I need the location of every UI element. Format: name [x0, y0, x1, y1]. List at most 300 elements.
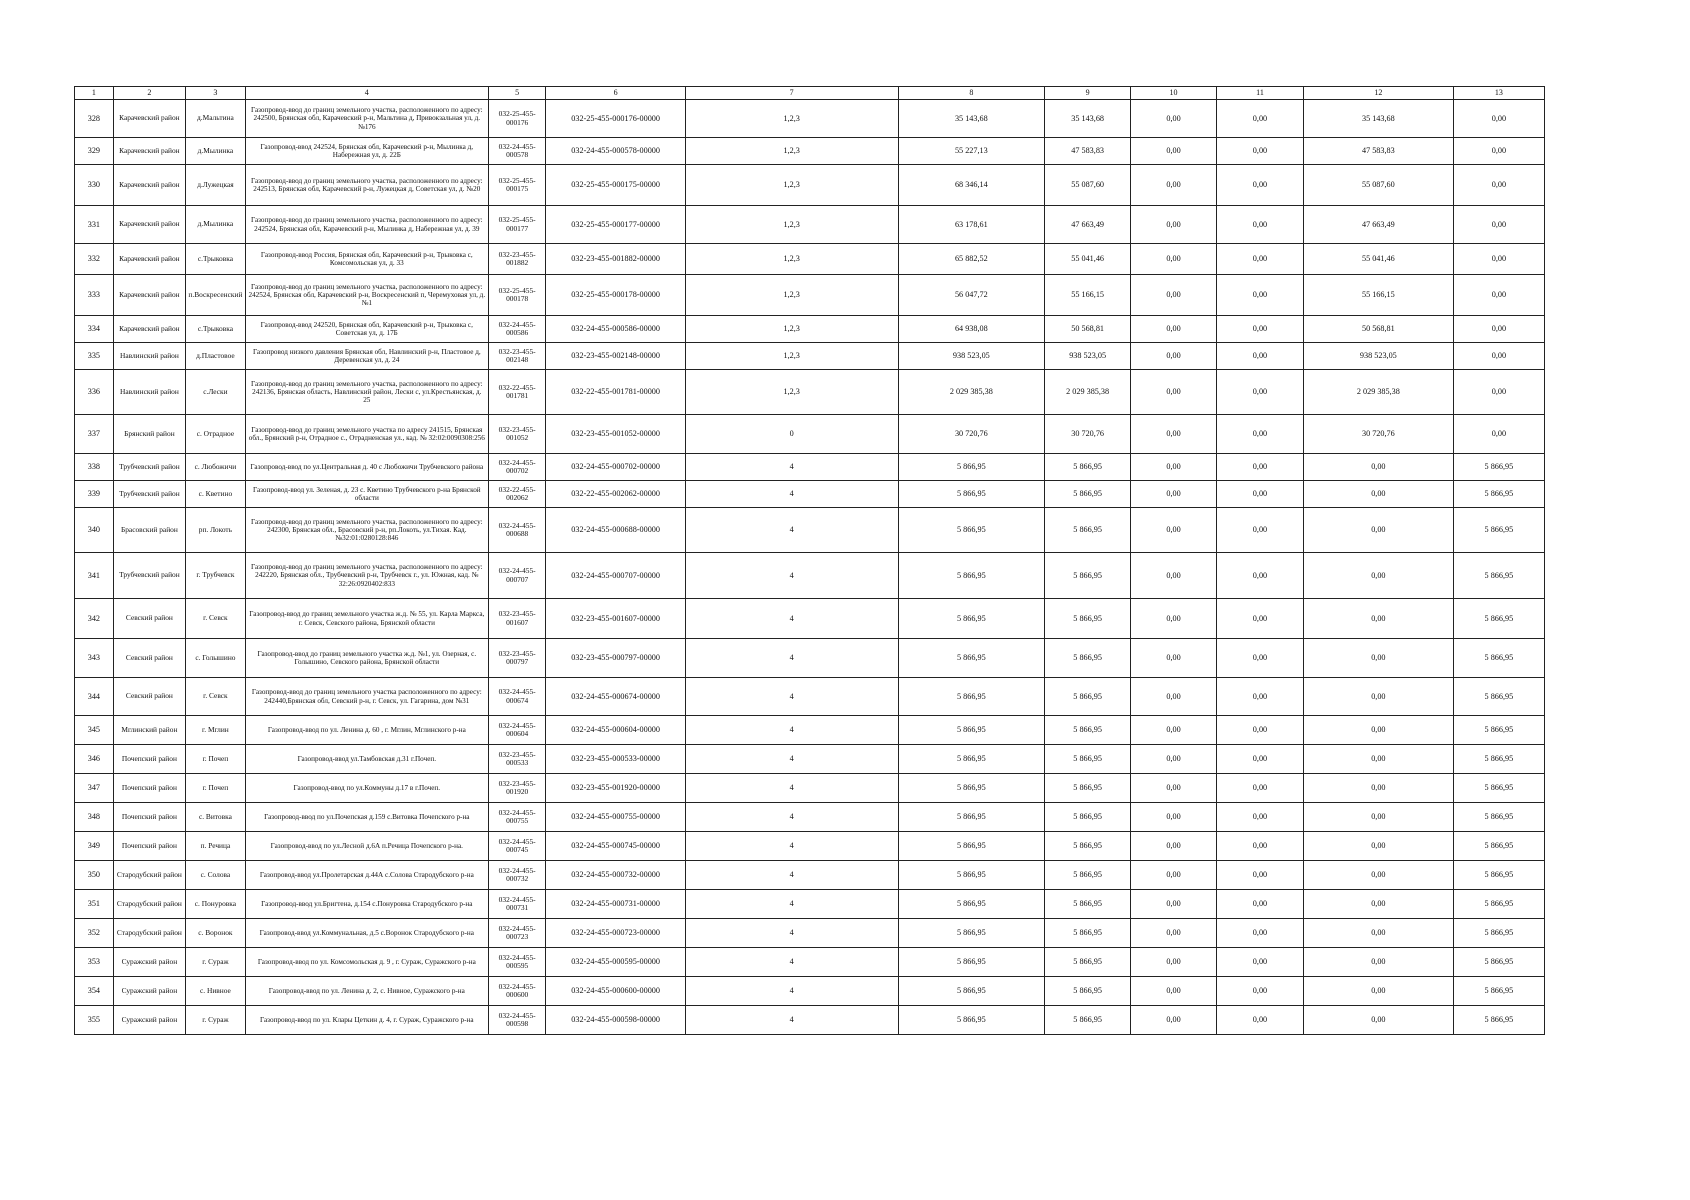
- column-9-cell: 5 866,95: [1045, 861, 1131, 890]
- column-7-cell: 1,2,3: [685, 206, 898, 244]
- row-number-cell: 349: [75, 832, 114, 861]
- district-cell: Карачевский район: [113, 138, 185, 165]
- column-10-cell: 0,00: [1131, 745, 1217, 774]
- settlement-cell: с.Трыковка: [186, 316, 246, 343]
- object-id-cell: 032-24-455-000595-00000: [546, 948, 685, 977]
- row-number-cell: 331: [75, 206, 114, 244]
- settlement-cell: г. Трубчевск: [186, 553, 246, 599]
- object-code-cell: 032-24-455-000755: [488, 803, 546, 832]
- row-number-cell: 343: [75, 639, 114, 678]
- row-number-cell: 338: [75, 454, 114, 481]
- object-code-cell: 032-24-455-000586: [488, 316, 546, 343]
- column-10-cell: 0,00: [1131, 890, 1217, 919]
- column-number: 5: [488, 87, 546, 100]
- column-8-cell: 5 866,95: [898, 948, 1045, 977]
- column-7-cell: 4: [685, 919, 898, 948]
- column-11-cell: 0,00: [1216, 206, 1303, 244]
- district-cell: Карачевский район: [113, 206, 185, 244]
- column-10-cell: 0,00: [1131, 716, 1217, 745]
- object-id-cell: 032-23-455-001882-00000: [546, 244, 685, 275]
- column-13-cell: 5 866,95: [1453, 948, 1544, 977]
- column-12-cell: 0,00: [1303, 803, 1453, 832]
- object-code-cell: 032-23-455-002148: [488, 343, 546, 370]
- settlement-cell: с. Солова: [186, 861, 246, 890]
- settlement-cell: г. Почеп: [186, 774, 246, 803]
- object-id-cell: 032-23-455-002148-00000: [546, 343, 685, 370]
- column-10-cell: 0,00: [1131, 832, 1217, 861]
- column-7-cell: 4: [685, 745, 898, 774]
- district-cell: Трубчевский район: [113, 553, 185, 599]
- object-description-cell: Газопровод-ввод до границ земельного участка, расположенного по адресу: 242136, Брянская область, Навлинский район, Лески с, ул.Крестьянская, д. 25: [245, 370, 488, 415]
- column-7-cell: 1,2,3: [685, 275, 898, 316]
- row-number-cell: 333: [75, 275, 114, 316]
- object-description-cell: Газопровод-ввод Россия, Брянская обл, Карачевский р-н, Трыковка с, Комсомольская ул, д. 33: [245, 244, 488, 275]
- column-13-cell: 5 866,95: [1453, 803, 1544, 832]
- column-12-cell: 0,00: [1303, 639, 1453, 678]
- column-11-cell: 0,00: [1216, 370, 1303, 415]
- row-number-cell: 330: [75, 165, 114, 206]
- settlement-cell: г. Сураж: [186, 1006, 246, 1035]
- column-number: 4: [245, 87, 488, 100]
- table-row: [75, 890, 1545, 919]
- object-id-cell: 032-23-455-001052-00000: [546, 415, 685, 454]
- column-12-cell: 0,00: [1303, 553, 1453, 599]
- object-code-cell: 032-24-455-000604: [488, 716, 546, 745]
- column-10-cell: 0,00: [1131, 774, 1217, 803]
- column-12-cell: 0,00: [1303, 977, 1453, 1006]
- column-13-cell: 5 866,95: [1453, 745, 1544, 774]
- object-description-cell: Газопровод-ввод до границ земельного участка по адресу 241515, Брянская обл., Брянский р-н, Отрадное с., Отрадненская ул., кад. № 32:02:0090308:256: [245, 415, 488, 454]
- column-9-cell: 47 663,49: [1045, 206, 1131, 244]
- object-code-cell: 032-24-455-000578: [488, 138, 546, 165]
- object-id-cell: 032-23-455-000797-00000: [546, 639, 685, 678]
- column-8-cell: 5 866,95: [898, 599, 1045, 639]
- district-cell: Почепский район: [113, 803, 185, 832]
- column-8-cell: 5 866,95: [898, 803, 1045, 832]
- row-number-cell: 337: [75, 415, 114, 454]
- object-code-cell: 032-23-455-001052: [488, 415, 546, 454]
- object-code-cell: 032-23-455-000533: [488, 745, 546, 774]
- object-code-cell: 032-24-455-000688: [488, 508, 546, 553]
- column-13-cell: 5 866,95: [1453, 599, 1544, 639]
- column-7-cell: 1,2,3: [685, 370, 898, 415]
- column-7-cell: 4: [685, 454, 898, 481]
- settlement-cell: с. Любожичи: [186, 454, 246, 481]
- object-description-cell: Газопровод-ввод до границ земельного участка, расположенного по адресу: 242524, Брянская обл, Карачевский р-н, Мылинка д, Набережная ул, д. 39: [245, 206, 488, 244]
- column-8-cell: 5 866,95: [898, 861, 1045, 890]
- row-number-cell: 351: [75, 890, 114, 919]
- column-11-cell: 0,00: [1216, 599, 1303, 639]
- column-12-cell: 55 041,46: [1303, 244, 1453, 275]
- table-row: [75, 415, 1545, 454]
- table-row: [75, 206, 1545, 244]
- column-10-cell: 0,00: [1131, 599, 1217, 639]
- column-11-cell: 0,00: [1216, 553, 1303, 599]
- object-id-cell: 032-24-455-000688-00000: [546, 508, 685, 553]
- district-cell: Брянский район: [113, 415, 185, 454]
- column-13-cell: 5 866,95: [1453, 832, 1544, 861]
- row-number-cell: 329: [75, 138, 114, 165]
- column-8-cell: 5 866,95: [898, 774, 1045, 803]
- column-11-cell: 0,00: [1216, 275, 1303, 316]
- table-row: [75, 454, 1545, 481]
- column-11-cell: 0,00: [1216, 415, 1303, 454]
- settlement-cell: с. Отрадное: [186, 415, 246, 454]
- table-row: [75, 774, 1545, 803]
- row-number-cell: 332: [75, 244, 114, 275]
- object-description-cell: Газопровод-ввод по ул. Ленина д. 2, с. Нивное, Суражского р-на: [245, 977, 488, 1006]
- column-13-cell: 5 866,95: [1453, 919, 1544, 948]
- table-row: [75, 553, 1545, 599]
- settlement-cell: п.Воскресенский: [186, 275, 246, 316]
- column-12-cell: 50 568,81: [1303, 316, 1453, 343]
- column-13-cell: 5 866,95: [1453, 861, 1544, 890]
- object-code-cell: 032-25-455-000177: [488, 206, 546, 244]
- object-id-cell: 032-24-455-000600-00000: [546, 977, 685, 1006]
- column-10-cell: 0,00: [1131, 678, 1217, 716]
- object-id-cell: 032-22-455-002062-00000: [546, 481, 685, 508]
- column-13-cell: 5 866,95: [1453, 890, 1544, 919]
- table-row: [75, 1006, 1545, 1035]
- column-9-cell: 5 866,95: [1045, 553, 1131, 599]
- object-code-cell: 032-24-455-000674: [488, 678, 546, 716]
- register-table-body: [75, 87, 1545, 1035]
- settlement-cell: д.Мылинка: [186, 206, 246, 244]
- column-12-cell: 35 143,68: [1303, 100, 1453, 138]
- object-code-cell: 032-22-455-002062: [488, 481, 546, 508]
- column-9-cell: 5 866,95: [1045, 639, 1131, 678]
- column-10-cell: 0,00: [1131, 861, 1217, 890]
- column-13-cell: 0,00: [1453, 370, 1544, 415]
- column-13-cell: 5 866,95: [1453, 1006, 1544, 1035]
- object-id-cell: 032-25-455-000177-00000: [546, 206, 685, 244]
- table-row: [75, 745, 1545, 774]
- settlement-cell: г. Севск: [186, 678, 246, 716]
- column-9-cell: 5 866,95: [1045, 716, 1131, 745]
- district-cell: Суражский район: [113, 1006, 185, 1035]
- object-code-cell: 032-23-455-001882: [488, 244, 546, 275]
- settlement-cell: п. Речица: [186, 832, 246, 861]
- column-number: 1: [75, 87, 114, 100]
- column-13-cell: 5 866,95: [1453, 678, 1544, 716]
- column-8-cell: 68 346,14: [898, 165, 1045, 206]
- column-8-cell: 55 227,13: [898, 138, 1045, 165]
- column-8-cell: 5 866,95: [898, 745, 1045, 774]
- object-description-cell: Газопровод-ввод 242520, Брянская обл, Карачевский р-н, Трыковка с, Советская ул, д. 17Б: [245, 316, 488, 343]
- district-cell: Мглинский район: [113, 716, 185, 745]
- object-description-cell: Газопровод-ввод до границ земельного участка ж.д. №1, ул. Озерная, с. Голышино, Севского района, Брянской области: [245, 639, 488, 678]
- object-description-cell: Газопровод-ввод 242524, Брянская обл, Карачевский р-н, Мылинка д, Набережная ул, д. 22Б: [245, 138, 488, 165]
- district-cell: Карачевский район: [113, 244, 185, 275]
- object-code-cell: 032-24-455-000723: [488, 919, 546, 948]
- column-8-cell: 5 866,95: [898, 890, 1045, 919]
- object-code-cell: 032-24-455-000732: [488, 861, 546, 890]
- column-9-cell: 5 866,95: [1045, 919, 1131, 948]
- column-13-cell: 5 866,95: [1453, 553, 1544, 599]
- object-id-cell: 032-24-455-000598-00000: [546, 1006, 685, 1035]
- settlement-cell: с. Нивное: [186, 977, 246, 1006]
- object-description-cell: Газопровод-ввод ул.Тамбовская д.31 г.Почеп.: [245, 745, 488, 774]
- object-code-cell: 032-22-455-001781: [488, 370, 546, 415]
- table-row: [75, 244, 1545, 275]
- table-row: [75, 977, 1545, 1006]
- row-number-cell: 347: [75, 774, 114, 803]
- column-8-cell: 5 866,95: [898, 481, 1045, 508]
- column-8-cell: 5 866,95: [898, 1006, 1045, 1035]
- object-description-cell: Газопровод-ввод ул.Пролетарская д.44А с.Солова Стародубского р-на: [245, 861, 488, 890]
- column-7-cell: 4: [685, 832, 898, 861]
- column-11-cell: 0,00: [1216, 165, 1303, 206]
- table-row: [75, 138, 1545, 165]
- column-11-cell: 0,00: [1216, 774, 1303, 803]
- district-cell: Севский район: [113, 639, 185, 678]
- column-10-cell: 0,00: [1131, 508, 1217, 553]
- column-9-cell: 50 568,81: [1045, 316, 1131, 343]
- object-description-cell: Газопровод низкого давления Брянская обл, Навлинский р-н, Пластовое д, Деревенская ул, д. 24: [245, 343, 488, 370]
- column-9-cell: 55 166,15: [1045, 275, 1131, 316]
- row-number-cell: 328: [75, 100, 114, 138]
- column-7-cell: 1,2,3: [685, 100, 898, 138]
- column-10-cell: 0,00: [1131, 138, 1217, 165]
- column-11-cell: 0,00: [1216, 100, 1303, 138]
- object-id-cell: 032-24-455-000578-00000: [546, 138, 685, 165]
- column-13-cell: 5 866,95: [1453, 774, 1544, 803]
- object-code-cell: 032-24-455-000745: [488, 832, 546, 861]
- column-12-cell: 0,00: [1303, 481, 1453, 508]
- district-cell: Стародубский район: [113, 890, 185, 919]
- object-code-cell: 032-24-455-000598: [488, 1006, 546, 1035]
- settlement-cell: рп. Локоть: [186, 508, 246, 553]
- column-10-cell: 0,00: [1131, 977, 1217, 1006]
- column-7-cell: 1,2,3: [685, 316, 898, 343]
- object-id-cell: 032-22-455-001781-00000: [546, 370, 685, 415]
- column-13-cell: 5 866,95: [1453, 454, 1544, 481]
- column-12-cell: 0,00: [1303, 678, 1453, 716]
- column-number: 13: [1453, 87, 1544, 100]
- settlement-cell: д.Пластовое: [186, 343, 246, 370]
- row-number-cell: 353: [75, 948, 114, 977]
- column-9-cell: 55 041,46: [1045, 244, 1131, 275]
- object-code-cell: 032-24-455-000702: [488, 454, 546, 481]
- column-8-cell: 5 866,95: [898, 454, 1045, 481]
- column-number: 12: [1303, 87, 1453, 100]
- object-code-cell: 032-24-455-000595: [488, 948, 546, 977]
- row-number-cell: 350: [75, 861, 114, 890]
- column-13-cell: 5 866,95: [1453, 639, 1544, 678]
- column-8-cell: 938 523,05: [898, 343, 1045, 370]
- column-number: 6: [546, 87, 685, 100]
- column-number: 2: [113, 87, 185, 100]
- column-9-cell: 5 866,95: [1045, 1006, 1131, 1035]
- column-12-cell: 0,00: [1303, 919, 1453, 948]
- column-11-cell: 0,00: [1216, 508, 1303, 553]
- district-cell: Почепский район: [113, 774, 185, 803]
- column-12-cell: 47 663,49: [1303, 206, 1453, 244]
- settlement-cell: с. Воронок: [186, 919, 246, 948]
- object-code-cell: 032-25-455-000175: [488, 165, 546, 206]
- column-9-cell: 2 029 385,38: [1045, 370, 1131, 415]
- column-9-cell: 47 583,83: [1045, 138, 1131, 165]
- table-row: [75, 716, 1545, 745]
- object-description-cell: Газопровод-ввод до границ земельного участка, расположенного по адресу: 242513, Брянская обл, Карачевский р-н, Лужецкая д, Советская ул, д. №20: [245, 165, 488, 206]
- column-11-cell: 0,00: [1216, 244, 1303, 275]
- column-8-cell: 65 882,52: [898, 244, 1045, 275]
- column-number: 9: [1045, 87, 1131, 100]
- column-13-cell: 5 866,95: [1453, 977, 1544, 1006]
- column-11-cell: 0,00: [1216, 316, 1303, 343]
- object-description-cell: Газопровод-ввод ул.Бригтена, д.154 с.Понуровка Стародубского р-на: [245, 890, 488, 919]
- row-number-cell: 336: [75, 370, 114, 415]
- column-13-cell: 5 866,95: [1453, 508, 1544, 553]
- object-id-cell: 032-23-455-000533-00000: [546, 745, 685, 774]
- row-number-cell: 340: [75, 508, 114, 553]
- column-9-cell: 938 523,05: [1045, 343, 1131, 370]
- column-9-cell: 30 720,76: [1045, 415, 1131, 454]
- row-number-cell: 341: [75, 553, 114, 599]
- column-13-cell: 0,00: [1453, 275, 1544, 316]
- object-description-cell: Газопровод-ввод до границ земельного участка, расположенного по адресу: 242524, Брянская обл, Карачевский р-н, Воскресенский п, Черемуховая ул, д. №1: [245, 275, 488, 316]
- settlement-cell: с. Кветино: [186, 481, 246, 508]
- district-cell: Трубчевский район: [113, 454, 185, 481]
- object-id-cell: 032-24-455-000674-00000: [546, 678, 685, 716]
- column-7-cell: 1,2,3: [685, 244, 898, 275]
- settlement-cell: д.Лужецкая: [186, 165, 246, 206]
- column-9-cell: 5 866,95: [1045, 803, 1131, 832]
- column-9-cell: 5 866,95: [1045, 832, 1131, 861]
- district-cell: Карачевский район: [113, 316, 185, 343]
- object-description-cell: Газопровод-ввод по ул. Комсомольская д. 9 , г. Сураж, Суражского р-на: [245, 948, 488, 977]
- column-12-cell: 0,00: [1303, 454, 1453, 481]
- object-code-cell: 032-25-455-000176: [488, 100, 546, 138]
- table-row: [75, 832, 1545, 861]
- settlement-cell: с.Трыковка: [186, 244, 246, 275]
- column-9-cell: 5 866,95: [1045, 481, 1131, 508]
- column-10-cell: 0,00: [1131, 100, 1217, 138]
- object-description-cell: Газопровод-ввод до границ земельного участка, расположенного по адресу: 242220, Брянская обл., Трубчевский р-н, Трубчевск г., ул. Южная, кад. № 32:26:0920402:833: [245, 553, 488, 599]
- column-8-cell: 5 866,95: [898, 919, 1045, 948]
- column-10-cell: 0,00: [1131, 415, 1217, 454]
- table-row: [75, 861, 1545, 890]
- object-code-cell: 032-24-455-000731: [488, 890, 546, 919]
- row-number-cell: 334: [75, 316, 114, 343]
- district-cell: Стародубский район: [113, 861, 185, 890]
- column-11-cell: 0,00: [1216, 716, 1303, 745]
- settlement-cell: д.Мылинка: [186, 138, 246, 165]
- column-7-cell: 4: [685, 890, 898, 919]
- row-number-cell: 339: [75, 481, 114, 508]
- column-10-cell: 0,00: [1131, 803, 1217, 832]
- column-11-cell: 0,00: [1216, 803, 1303, 832]
- column-9-cell: 35 143,68: [1045, 100, 1131, 138]
- column-12-cell: 0,00: [1303, 948, 1453, 977]
- column-13-cell: 0,00: [1453, 244, 1544, 275]
- column-12-cell: 0,00: [1303, 508, 1453, 553]
- object-code-cell: 032-24-455-000707: [488, 553, 546, 599]
- object-id-cell: 032-24-455-000723-00000: [546, 919, 685, 948]
- object-id-cell: 032-24-455-000604-00000: [546, 716, 685, 745]
- column-9-cell: 5 866,95: [1045, 599, 1131, 639]
- column-13-cell: 0,00: [1453, 138, 1544, 165]
- column-7-cell: 4: [685, 508, 898, 553]
- column-7-cell: 4: [685, 599, 898, 639]
- table-row: [75, 370, 1545, 415]
- column-10-cell: 0,00: [1131, 244, 1217, 275]
- column-7-cell: 1,2,3: [685, 165, 898, 206]
- row-number-cell: 354: [75, 977, 114, 1006]
- object-description-cell: Газопровод-ввод по ул.Центральная д. 40 с Любожичи Трубчевского района: [245, 454, 488, 481]
- object-id-cell: 032-23-455-001920-00000: [546, 774, 685, 803]
- column-7-cell: 4: [685, 716, 898, 745]
- column-12-cell: 55 166,15: [1303, 275, 1453, 316]
- table-row: [75, 948, 1545, 977]
- column-7-cell: 1,2,3: [685, 138, 898, 165]
- column-7-cell: 1,2,3: [685, 343, 898, 370]
- column-7-cell: 4: [685, 678, 898, 716]
- object-description-cell: Газопровод-ввод по ул. Ленина д. 60 , г. Мглин, Мглинского р-на: [245, 716, 488, 745]
- column-9-cell: 55 087,60: [1045, 165, 1131, 206]
- row-number-cell: 348: [75, 803, 114, 832]
- column-9-cell: 5 866,95: [1045, 948, 1131, 977]
- column-10-cell: 0,00: [1131, 206, 1217, 244]
- settlement-cell: г. Севск: [186, 599, 246, 639]
- row-number-cell: 335: [75, 343, 114, 370]
- settlement-cell: г. Мглин: [186, 716, 246, 745]
- district-cell: Суражский район: [113, 948, 185, 977]
- column-11-cell: 0,00: [1216, 481, 1303, 508]
- column-13-cell: 5 866,95: [1453, 716, 1544, 745]
- column-7-cell: 4: [685, 774, 898, 803]
- object-description-cell: Газопровод-ввод по ул.Коммуны д.17 в г.Почеп.: [245, 774, 488, 803]
- object-id-cell: 032-24-455-000732-00000: [546, 861, 685, 890]
- column-13-cell: 0,00: [1453, 165, 1544, 206]
- column-10-cell: 0,00: [1131, 454, 1217, 481]
- column-number: 3: [186, 87, 246, 100]
- column-10-cell: 0,00: [1131, 165, 1217, 206]
- table-row: [75, 803, 1545, 832]
- register-table: [74, 86, 1545, 1035]
- settlement-cell: с. Голышино: [186, 639, 246, 678]
- column-13-cell: 0,00: [1453, 343, 1544, 370]
- object-id-cell: 032-25-455-000178-00000: [546, 275, 685, 316]
- object-id-cell: 032-24-455-000586-00000: [546, 316, 685, 343]
- district-cell: Навлинский район: [113, 343, 185, 370]
- row-number-cell: 342: [75, 599, 114, 639]
- table-row: [75, 508, 1545, 553]
- column-8-cell: 2 029 385,38: [898, 370, 1045, 415]
- column-12-cell: 55 087,60: [1303, 165, 1453, 206]
- column-number: 10: [1131, 87, 1217, 100]
- object-code-cell: 032-23-455-001607: [488, 599, 546, 639]
- district-cell: Севский район: [113, 678, 185, 716]
- object-id-cell: 032-25-455-000175-00000: [546, 165, 685, 206]
- district-cell: Суражский район: [113, 977, 185, 1006]
- column-12-cell: 0,00: [1303, 774, 1453, 803]
- district-cell: Брасовский район: [113, 508, 185, 553]
- object-id-cell: 032-25-455-000176-00000: [546, 100, 685, 138]
- row-number-cell: 346: [75, 745, 114, 774]
- settlement-cell: д.Мальтина: [186, 100, 246, 138]
- column-7-cell: 4: [685, 803, 898, 832]
- column-11-cell: 0,00: [1216, 1006, 1303, 1035]
- object-description-cell: Газопровод-ввод по ул.Лесной д.6А п.Речица Почепского р-на.: [245, 832, 488, 861]
- column-number: 11: [1216, 87, 1303, 100]
- column-12-cell: 0,00: [1303, 745, 1453, 774]
- district-cell: Карачевский район: [113, 100, 185, 138]
- column-11-cell: 0,00: [1216, 454, 1303, 481]
- column-number-row: [75, 87, 1545, 100]
- column-12-cell: 47 583,83: [1303, 138, 1453, 165]
- district-cell: Навлинский район: [113, 370, 185, 415]
